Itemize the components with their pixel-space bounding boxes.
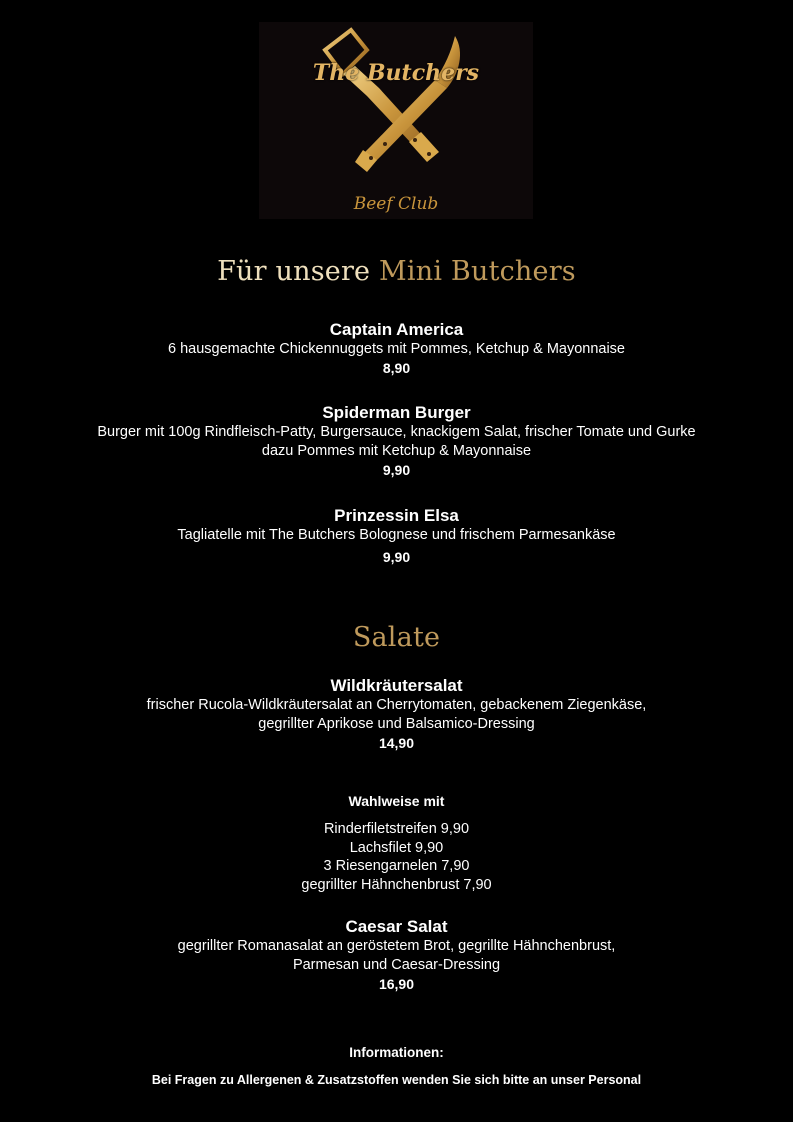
extras-list-item: 3 Riesengarnelen 7,90 xyxy=(323,858,470,874)
menu-item-description: 6 hausgemachte Chickennuggets mit Pommes, Ketchup & Mayonnaise xyxy=(168,341,625,357)
menu-item-description: dazu Pommes mit Ketchup & Mayonnaise xyxy=(261,443,532,459)
extras-list-item: Rinderfiletstreifen 9,90 xyxy=(323,821,470,837)
menu-item-name: Spiderman Burger xyxy=(322,403,471,422)
menu-item-name: Wildkräutersalat xyxy=(330,676,463,695)
menu-item-name: Captain America xyxy=(329,320,464,339)
menu-item-price: 8,90 xyxy=(382,360,411,376)
restaurant-logo xyxy=(259,22,533,219)
menu-item-description: gegrillter Romanasalat an geröstetem Brot, gegrillte Hähnchenbrust, xyxy=(177,938,616,954)
crossed-cleavers-icon xyxy=(259,22,533,219)
menu-item-description: gegrillter Aprikose und Balsamico-Dressing xyxy=(258,716,535,732)
info-heading: Informationen: xyxy=(349,1045,444,1060)
menu-item xyxy=(0,506,793,566)
menu-item-description: Parmesan und Caesar-Dressing xyxy=(292,957,501,973)
menu-item xyxy=(0,403,793,479)
menu-item xyxy=(0,676,793,752)
kids-title-part2: Mini Butchers xyxy=(379,256,576,287)
menu-item-description: Tagliatelle mit The Butchers Bolognese und frischem Parmesankäse xyxy=(177,527,616,543)
menu-item-price: 14,90 xyxy=(378,735,415,751)
menu-item-name: Caesar Salat xyxy=(345,917,448,936)
extras-list-item: Lachsfilet 9,90 xyxy=(349,839,444,856)
logo-subtitle: Beef Club xyxy=(353,194,439,214)
menu-item-price: 16,90 xyxy=(378,976,415,992)
menu-item xyxy=(0,320,793,377)
extras-heading: Wahlweise mit xyxy=(348,793,445,809)
menu-item xyxy=(0,917,793,993)
kids-section-title xyxy=(0,256,793,287)
menu-item-price: 9,90 xyxy=(382,462,411,478)
logo-brand-name: The Butchers xyxy=(312,60,480,86)
extras-list xyxy=(0,820,793,894)
kids-title-part1: Für unsere xyxy=(217,256,371,287)
menu-item-description: Burger mit 100g Rindfleisch-Patty, Burgersauce, knackigem Salat, frischer Tomate und Gurke xyxy=(97,424,696,440)
menu-item-description: frischer Rucola-Wildkräutersalat an Cherrytomaten, gebackenem Ziegenkäse, xyxy=(146,697,647,713)
info-text: Bei Fragen zu Allergenen & Zusatzstoffen wenden Sie sich bitte an unser Personal xyxy=(151,1073,642,1087)
menu-item-name: Prinzessin Elsa xyxy=(334,506,459,525)
extras-list-item: gegrillter Hähnchenbrust 7,90 xyxy=(301,876,492,893)
menu-item-price: 9,90 xyxy=(382,549,411,565)
salad-section-title: Salate xyxy=(352,622,441,653)
